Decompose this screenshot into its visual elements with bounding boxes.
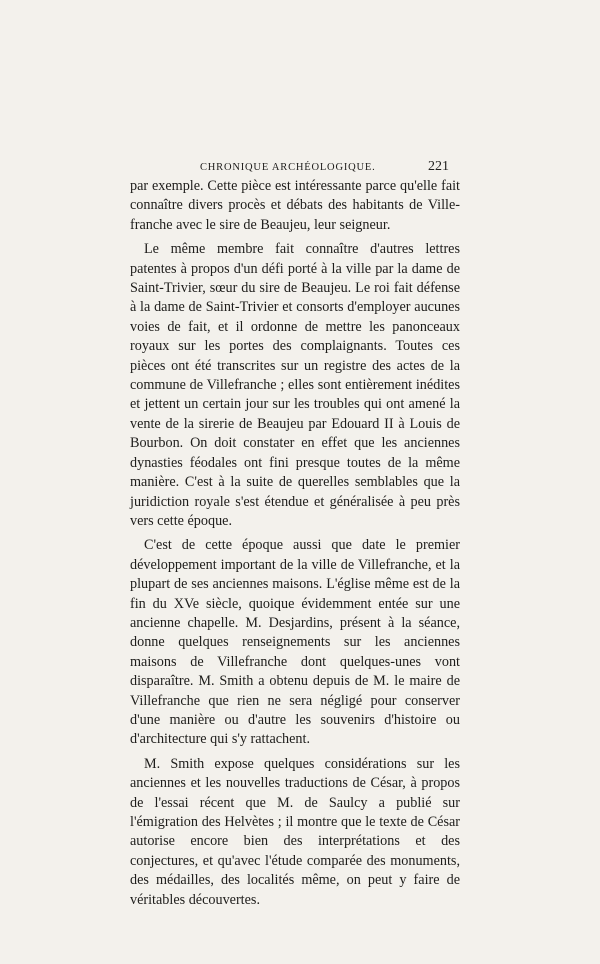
paragraph-villefranche-development: C'est de cette époque aussi que date le premier développement important de la ville de Villefranche, et la plupart de ses anciennes maisons. L'église même est de la fin du XVe siècle, quoique évidemment entée sur une ancienne chapelle. M. Desjardins, présent à la séance, donne quelques renseignements sur les anciennes maisons de Villefranche dont quelques-unes vont disparaître. M. Smith a obtenu depuis de M. le maire de Villefranche que rien ne sera négligé pour conserver d'une manière ou d'autre les souvenirs d'histoire ou d'architecture qui s'y rattachent. — [130, 537, 460, 748]
page-number: 221 — [428, 159, 449, 174]
paragraph-letters-patent: Le même membre fait connaître d'autres lettres patentes à propos d'un défi porté à la ville par la dame de Saint-Trivier, sœur du sire de Beaujeu. Le roi fait défense à la dame de Saint-Trivier et consorts d'employer aucunes voies de fait, et il ordonne de mettre les panonceaux royaux sur les portes des complaignants. Toutes ces pièces ont été transcrites sur un registre des actes de la commune de Villefranche ; elles sont entièrement inédites et jettent un certain jour sur les troubles qui ont amené la vente de la sirerie de Beaujeu par Edouard II à Louis de Bourbon. On doit constater en effet que les anciennes dynasties féodales ont fini presque toutes de la même manière. C'est à la suite de querelles semblables que la juridiction royale s'est étendue et généralisée à peu près vers cette époque. — [130, 241, 460, 529]
body-text — [130, 177, 460, 915]
paragraph-caesar-translations: M. Smith expose quelques considérations sur les anciennes et les nouvelles traductions de César, à propos de l'essai récent que M. de Saulcy a publié sur l'émigration des Helvètes ; il montre que le texte de César autorise encore bien des interprétations et des conjectures, et qu'avec l'étude comparée des monuments, des médailles, des localités même, on peut y faire de véritables découvertes. — [130, 755, 460, 908]
running-title: CHRONIQUE ARCHÉOLOGIQUE. — [200, 162, 376, 173]
paragraph-continuation: par exemple. Cette pièce est intéressante parce qu'elle fait connaître divers procès et débats des habitants de Villefranche avec le sire de Beaujeu, leur seigneur. — [130, 178, 460, 233]
